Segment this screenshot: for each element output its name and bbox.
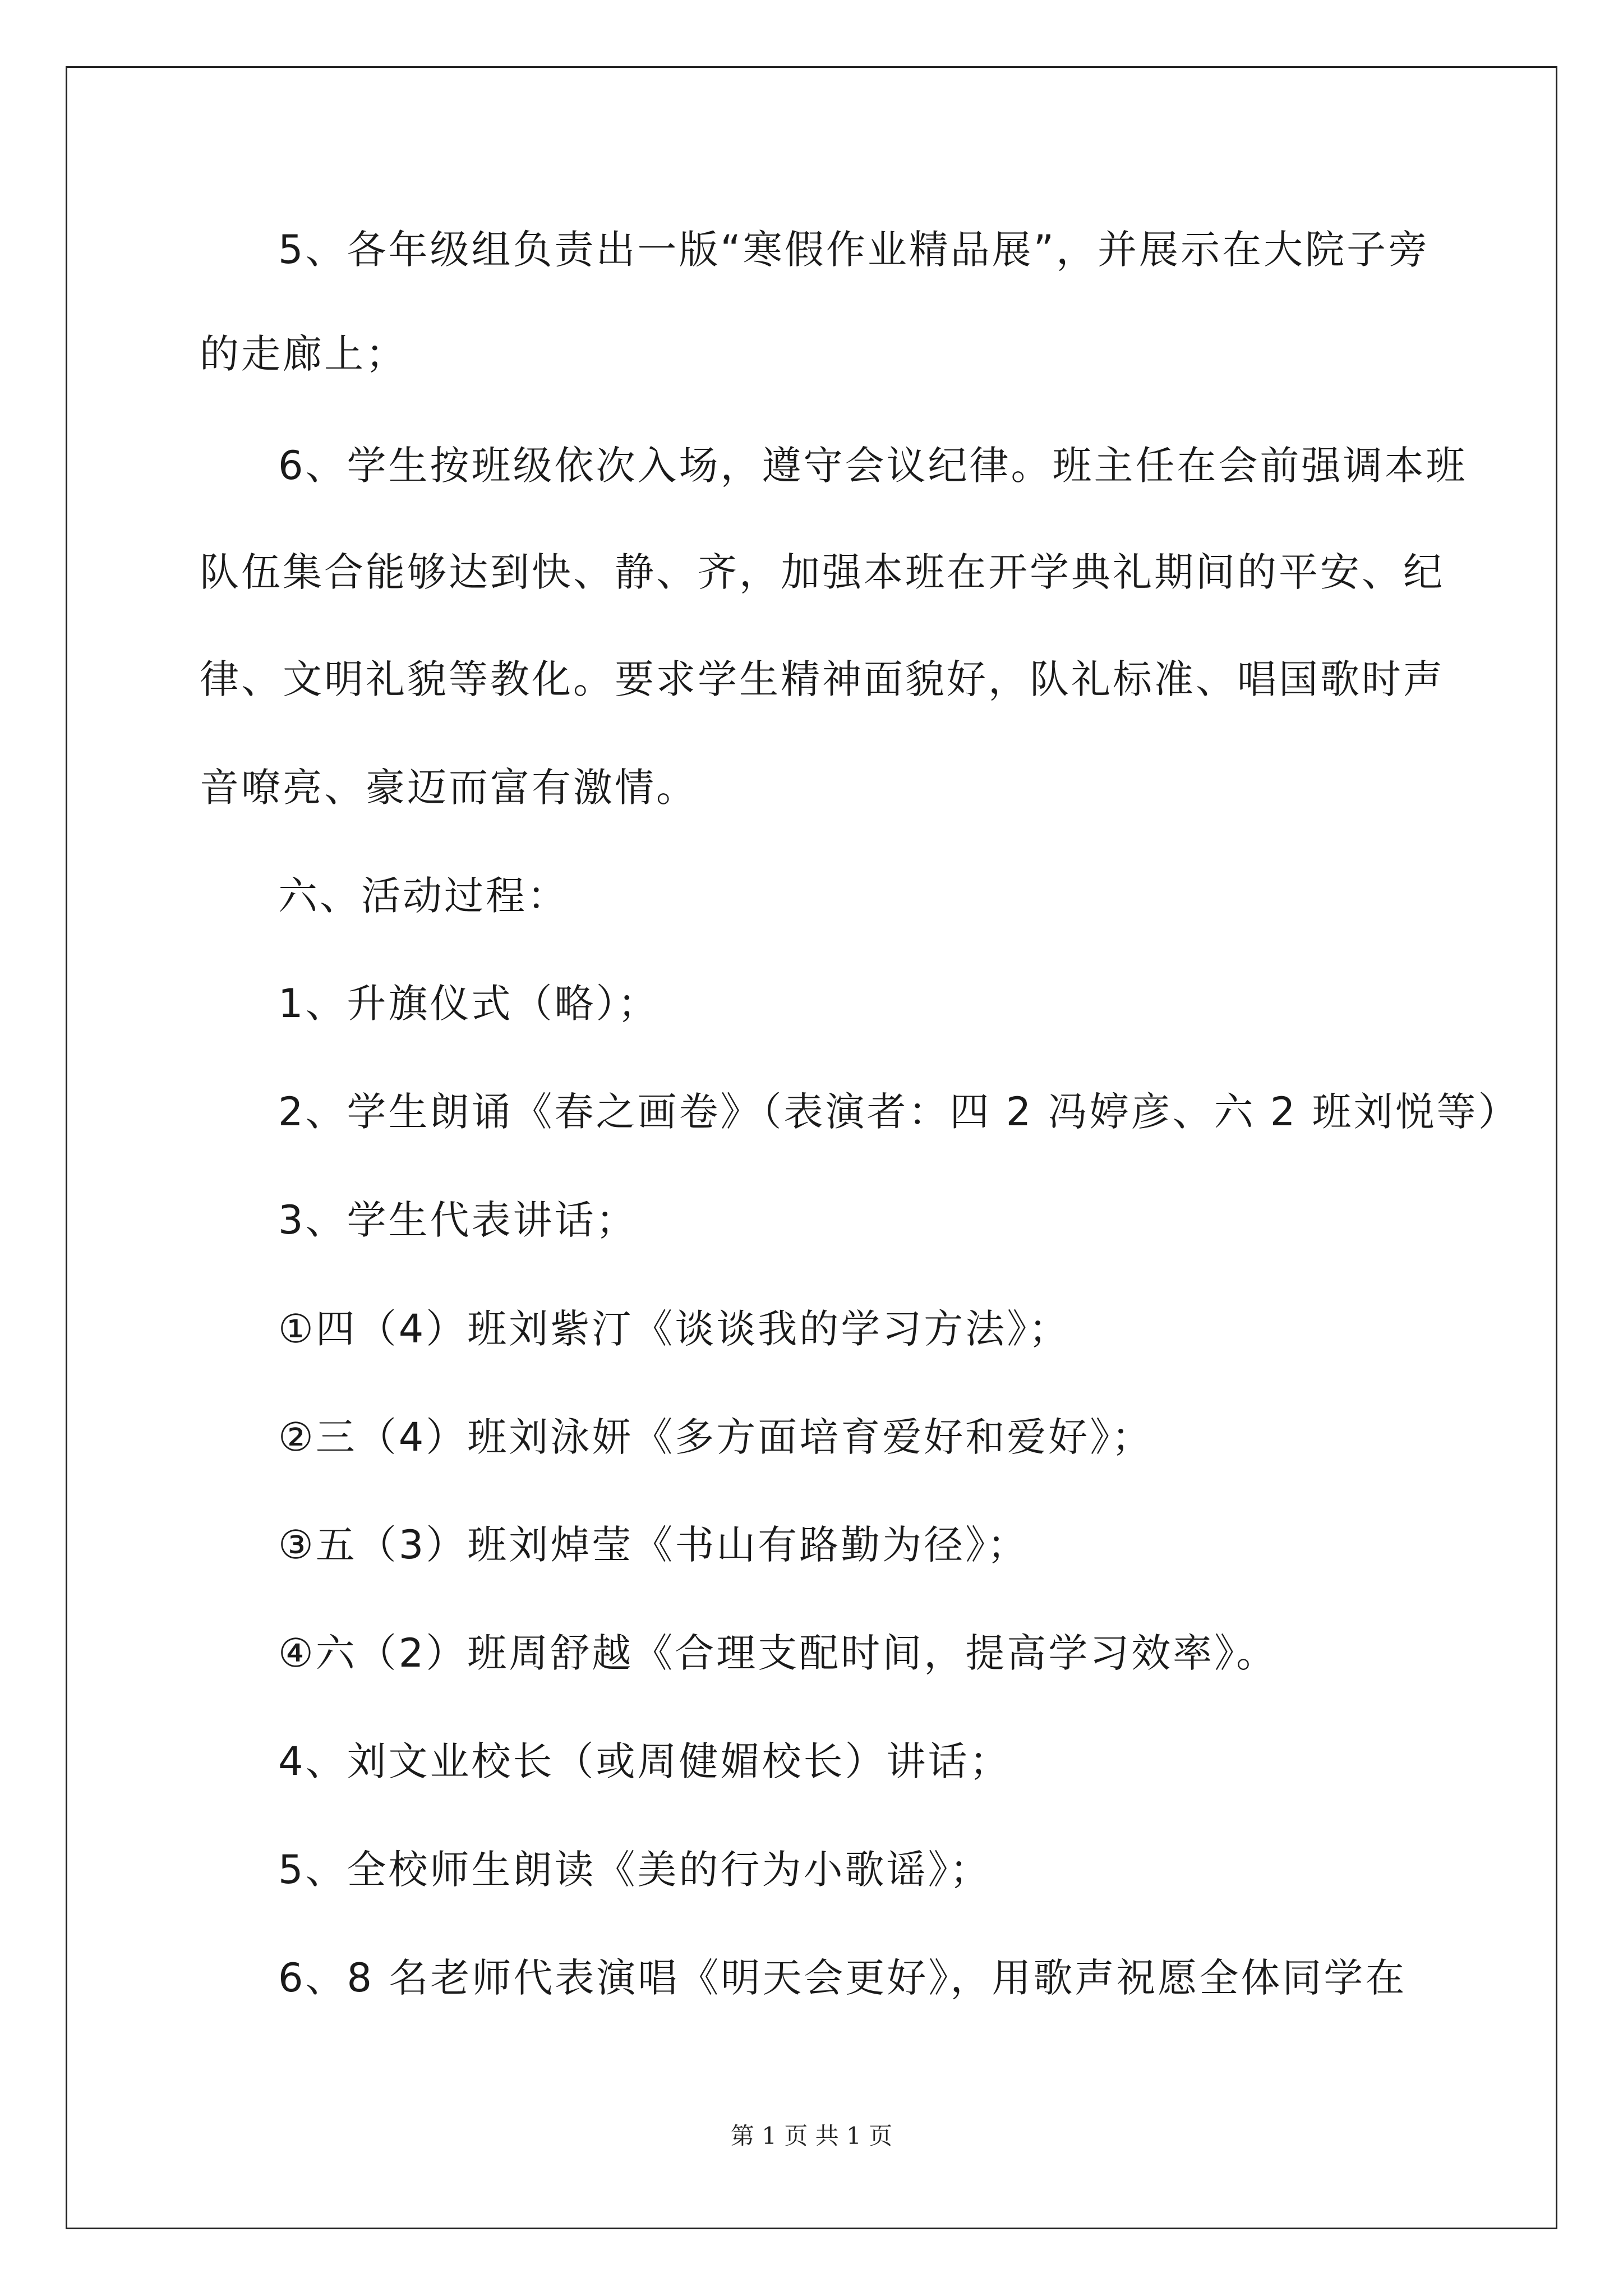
list-item: 6、8 名老师代表演唱《明天会更好》，用歌声祝愿全体同学在 bbox=[278, 1955, 1407, 2001]
list-item: ②三（4）班刘泳妍《多方面培育爱好和爱好》； bbox=[278, 1414, 1154, 1460]
text-line: 音嘹亮、豪迈而富有激情。 bbox=[200, 765, 698, 811]
text-line: 律、文明礼貌等教化。要求学生精神面貌好，队礼标准、唱国歌时声 bbox=[200, 656, 1445, 702]
list-item: ①四（4）班刘紫汀《谈谈我的学习方法》； bbox=[278, 1306, 1071, 1352]
text-line: 6、学生按班级依次入场，遵守会议纪律。班主任在会前强调本班 bbox=[278, 443, 1468, 489]
section-heading: 六、活动过程： bbox=[278, 873, 569, 919]
list-item: 1、升旗仪式（略）； bbox=[278, 981, 660, 1027]
list-item: ③五（3）班刘焯莹《书山有路勤为径》； bbox=[278, 1522, 1029, 1568]
page-border bbox=[66, 66, 1557, 2229]
text-line: 队伍集合能够达到快、静、齐，加强本班在开学典礼期间的平安、纪 bbox=[200, 549, 1445, 595]
text-line: 的走廊上； bbox=[200, 331, 407, 377]
list-item: ④六（2）班周舒越《合理支配时间，提高学习效率》。 bbox=[278, 1630, 1278, 1676]
text-line: 5、各年级组负责出一版“寒假作业精品展”，并展示在大院子旁 bbox=[278, 227, 1430, 273]
list-item: 3、学生代表讲话； bbox=[278, 1197, 638, 1243]
page-footer: 第 1 页 共 1 页 bbox=[730, 2122, 893, 2150]
list-item: 4、刘文业校长（或周健媚校长）讲话； bbox=[278, 1738, 1011, 1784]
list-item: 5、全校师生朗读《美的行为小歌谣》； bbox=[278, 1847, 992, 1893]
list-item: 2、学生朗诵《春之画卷》（表演者：四 2 冯婷彦、六 2 班刘悦等） bbox=[278, 1089, 1520, 1135]
